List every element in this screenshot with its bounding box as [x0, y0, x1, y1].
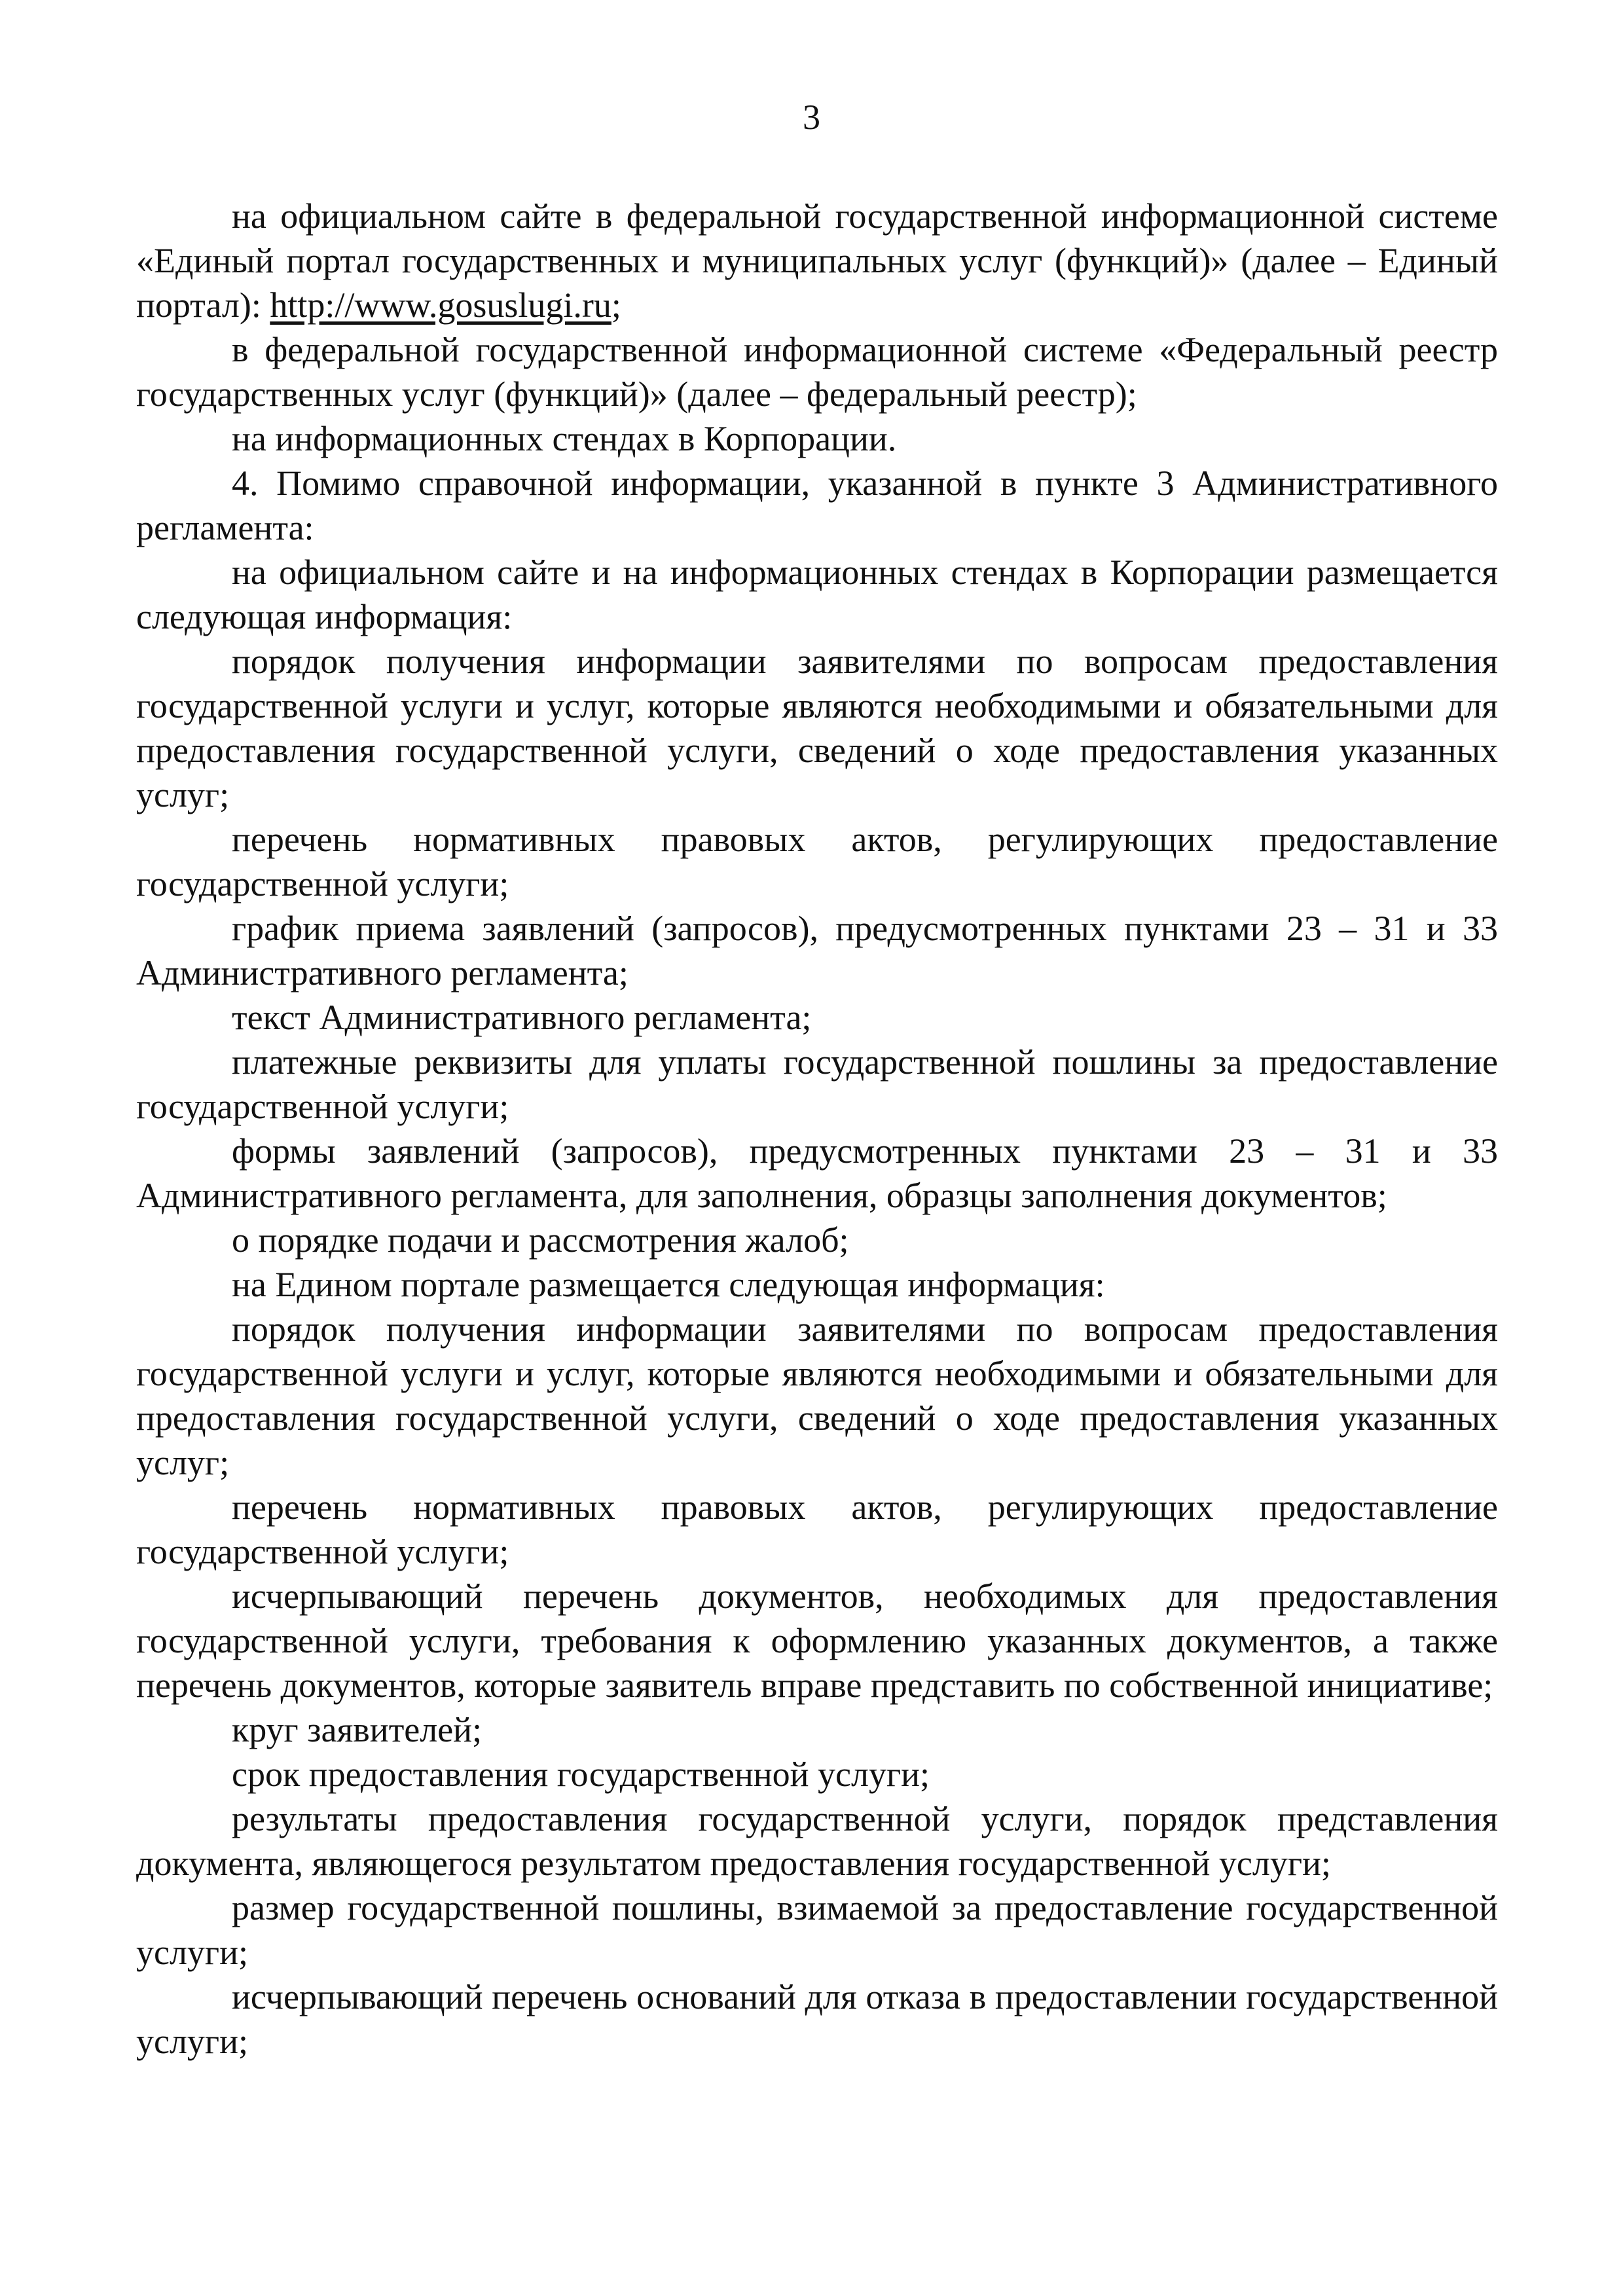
paragraph-portal-info-order: порядок получения информации заявителями по вопросам предоставления государственной услуги и услуг, которые являются необходимыми и обязательными для предоставления государственной услуги, сведений о ходе предоставления указанных услуг;: [136, 1309, 1498, 1482]
paragraph-official-site-info: на официальном сайте и на информационных стендах в Корпорации размещается следующая информация:: [136, 553, 1498, 636]
page-number: 3: [803, 98, 820, 137]
paragraph-info-stands: на информационных стендах в Корпорации.: [232, 419, 897, 458]
paragraph-schedule: график приема заявлений (запросов), предусмотренных пунктами 23 – 31 и 33 Административного регламента;: [136, 909, 1498, 993]
paragraph-application-forms: формы заявлений (запросов), предусмотренных пунктами 23 – 31 и 33 Административного регламента, для заполнения, образцы заполнения документов;: [136, 1131, 1498, 1215]
paragraph-refusal-grounds: исчерпывающий перечень оснований для отказа в предоставлении государственной услуги;: [136, 1977, 1498, 2061]
gosuslugi-link[interactable]: http://www.gosuslugi.ru: [270, 285, 611, 325]
paragraph-service-term: срок предоставления государственной услуги;: [232, 1755, 930, 1794]
document-body: [136, 194, 1498, 2064]
paragraph-portal-legal-acts: перечень нормативных правовых актов, регулирующих предоставление государственной услуги;: [136, 1487, 1498, 1571]
paragraph-applicants: круг заявителей;: [232, 1710, 483, 1749]
paragraph-legal-acts: перечень нормативных правовых актов, регулирующих предоставление государственной услуги;: [136, 820, 1498, 903]
paragraph-federal-registry: в федеральной государственной информационной системе «Федеральный реестр государственных услуг (функций)» (далее – федеральный реестр);: [136, 330, 1498, 414]
paragraph-regulation-text: текст Административного регламента;: [232, 998, 812, 1037]
paragraph-text: на официальном сайте в федеральной государственной информационной системе «Единый портал государственных и муниципальных услуг (функций)» (далее – Единый портал):: [136, 196, 1498, 325]
paragraph-service-results: результаты предоставления государственной услуги, порядок представления документа, являющегося результатом предоставления государственной услуги;: [136, 1799, 1498, 1883]
paragraph-suffix: ;: [611, 285, 621, 325]
paragraph-complaints: о порядке подачи и рассмотрения жалоб;: [232, 1220, 849, 1260]
paragraph-info-order: порядок получения информации заявителями по вопросам предоставления государственной услуги и услуг, которые являются необходимыми и обязательными для предоставления государственной услуги, сведений о ходе предоставления указанных услуг;: [136, 642, 1498, 814]
paragraph-item-4: 4. Помимо справочной информации, указанной в пункте 3 Административного регламента:: [136, 464, 1498, 547]
paragraph-payment-details: платежные реквизиты для уплаты государственной пошлины за предоставление государственной услуги;: [136, 1042, 1498, 1126]
paragraph-documents-list: исчерпывающий перечень документов, необходимых для предоставления государственной услуги, требования к оформлению указанных документов, а также перечень документов, которые заявитель вправе представить по собственной инициативе;: [136, 1576, 1498, 1705]
paragraph-unified-portal-info: на Едином портале размещается следующая информация:: [232, 1265, 1105, 1304]
paragraph-fee-amount: размер государственной пошлины, взимаемой за предоставление государственной услуги;: [136, 1888, 1498, 1972]
paragraph-gosuslugi-portal: [136, 194, 1498, 327]
